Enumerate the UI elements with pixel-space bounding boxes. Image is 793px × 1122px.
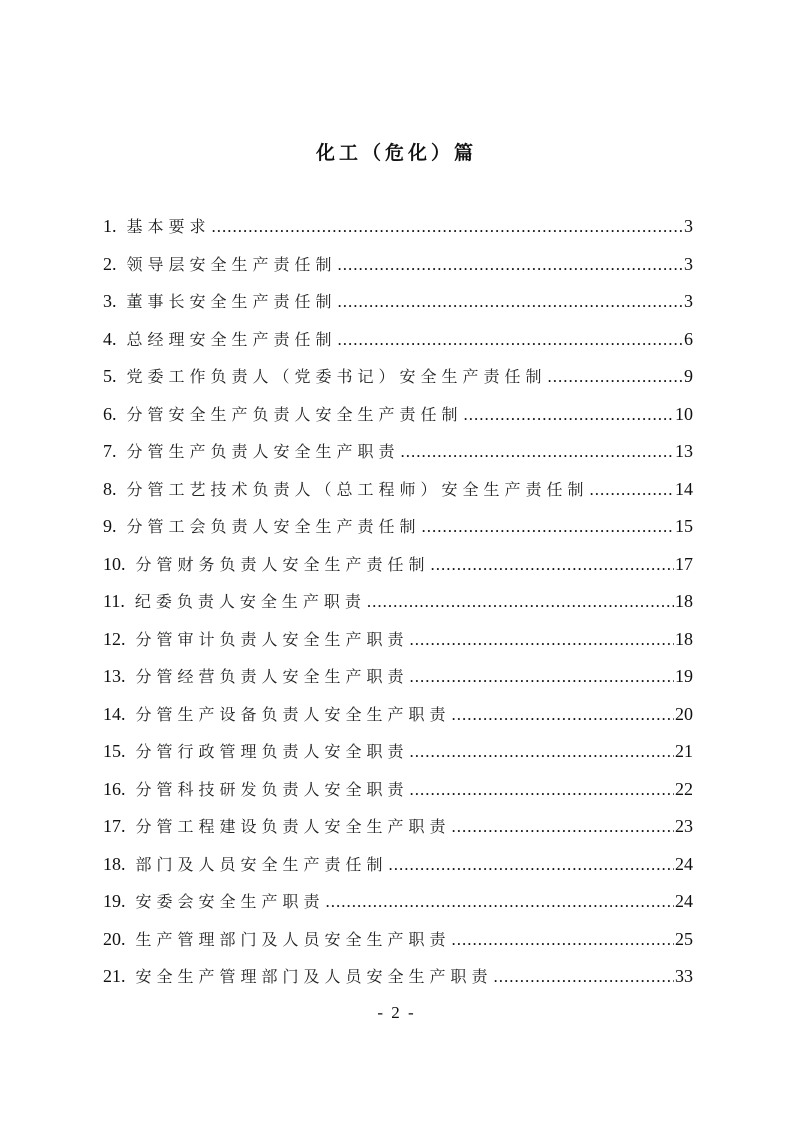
toc-leader-dots: [464, 396, 674, 434]
toc-number: 10.: [103, 553, 126, 574]
toc-label: 部门及人员安全生产责任制: [135, 854, 388, 874]
toc-entry[interactable]: [103, 433, 693, 471]
toc-leader-dots: [452, 808, 674, 846]
table-of-contents: [103, 208, 693, 996]
toc-entry[interactable]: [103, 621, 693, 659]
toc-number: 2.: [103, 253, 117, 274]
toc-entry[interactable]: [103, 546, 693, 584]
toc-page: 25: [675, 928, 693, 949]
toc-page: 22: [675, 778, 693, 799]
toc-number: 6.: [103, 403, 117, 424]
toc-leader-dots: [338, 283, 683, 321]
toc-leader-dots: [431, 546, 674, 584]
toc-label: 分管财务负责人安全生产责任制: [135, 554, 430, 574]
toc-label: 领导层安全生产责任制: [126, 254, 337, 274]
toc-leader-dots: [494, 958, 674, 996]
toc-number: 3.: [103, 291, 117, 311]
toc-leader-dots: [452, 921, 674, 959]
toc-entry[interactable]: [103, 358, 693, 396]
toc-number: 1.: [103, 216, 117, 236]
toc-entry[interactable]: [103, 658, 693, 696]
toc-number: 8.: [103, 478, 117, 499]
toc-entry[interactable]: [103, 771, 693, 809]
toc-number: 7.: [103, 441, 117, 461]
toc-page: 21: [675, 741, 693, 761]
toc-label: 分管科技研发负责人安全职责: [135, 779, 409, 799]
toc-entry[interactable]: [103, 508, 693, 546]
toc-label: 分管工会负责人安全生产责任制: [126, 517, 421, 536]
toc-page: 18: [675, 628, 693, 649]
toc-entry[interactable]: [103, 883, 693, 921]
toc-label: 分管经营负责人安全生产职责: [135, 667, 409, 686]
toc-number: 5.: [103, 366, 117, 386]
toc-number: 18.: [103, 853, 126, 874]
toc-entry[interactable]: [103, 283, 693, 321]
toc-number: 16.: [103, 778, 126, 799]
toc-number: 11.: [103, 591, 125, 611]
toc-number: 14.: [103, 703, 126, 724]
toc-label: 分管安全生产负责人安全生产责任制: [126, 404, 463, 424]
toc-label: 基本要求: [126, 217, 211, 236]
toc-leader-dots: [410, 771, 674, 809]
toc-leader-dots: [410, 658, 674, 696]
toc-label: 董事长安全生产责任制: [126, 292, 337, 311]
toc-number: 12.: [103, 628, 126, 649]
toc-page: 33: [675, 966, 693, 986]
toc-entry[interactable]: [103, 246, 693, 284]
toc-page: 3: [684, 291, 693, 311]
toc-label: 分管审计负责人安全生产职责: [135, 629, 409, 649]
toc-entry[interactable]: [103, 958, 693, 996]
toc-leader-dots: [590, 471, 674, 509]
toc-label: 总经理安全生产责任制: [126, 329, 337, 349]
toc-leader-dots: [410, 621, 674, 659]
toc-entry[interactable]: [103, 208, 693, 246]
toc-entry[interactable]: [103, 733, 693, 771]
toc-label: 分管生产设备负责人安全生产职责: [135, 704, 451, 724]
toc-page: 24: [675, 891, 693, 911]
toc-label: 安全生产管理部门及人员安全生产职责: [135, 967, 493, 986]
toc-number: 4.: [103, 328, 117, 349]
toc-page: 24: [675, 853, 693, 874]
toc-entry[interactable]: [103, 583, 693, 621]
toc-page: 18: [675, 591, 693, 611]
toc-label: 安委会安全生产职责: [135, 892, 325, 911]
toc-leader-dots: [389, 846, 674, 884]
toc-number: 21.: [103, 966, 126, 986]
document-title: 化工（危化）篇: [315, 142, 477, 164]
toc-leader-dots: [338, 321, 683, 359]
toc-page: 15: [675, 516, 693, 536]
toc-page: 3: [684, 216, 693, 236]
toc-label: 纪委负责人安全生产职责: [134, 592, 366, 611]
toc-leader-dots: [410, 733, 674, 771]
toc-entry[interactable]: [103, 471, 693, 509]
toc-page: 20: [675, 703, 693, 724]
toc-number: 13.: [103, 666, 126, 686]
toc-label: 分管生产负责人安全生产职责: [126, 442, 400, 461]
toc-page: 9: [684, 366, 693, 386]
toc-label: 党委工作负责人（党委书记）安全生产责任制: [126, 367, 547, 386]
toc-leader-dots: [548, 358, 683, 396]
toc-number: 15.: [103, 741, 126, 761]
toc-leader-dots: [367, 583, 674, 621]
toc-number: 9.: [103, 516, 117, 536]
toc-leader-dots: [452, 696, 674, 734]
toc-page: 17: [675, 553, 693, 574]
toc-leader-dots: [338, 246, 683, 284]
toc-leader-dots: [212, 208, 683, 246]
toc-number: 20.: [103, 928, 126, 949]
toc-page: 6: [684, 328, 693, 349]
toc-entry[interactable]: [103, 846, 693, 884]
toc-entry[interactable]: [103, 321, 693, 359]
toc-entry[interactable]: [103, 808, 693, 846]
toc-page: 10: [675, 403, 693, 424]
toc-leader-dots: [422, 508, 674, 546]
toc-entry[interactable]: [103, 696, 693, 734]
toc-leader-dots: [326, 883, 674, 921]
toc-entry[interactable]: [103, 396, 693, 434]
toc-label: 生产管理部门及人员安全生产职责: [135, 929, 451, 949]
toc-page: 19: [675, 666, 693, 686]
toc-page: 14: [675, 478, 693, 499]
toc-number: 17.: [103, 816, 126, 836]
toc-label: 分管行政管理负责人安全职责: [135, 742, 409, 761]
toc-page: 13: [675, 441, 693, 461]
toc-label: 分管工艺技术负责人（总工程师）安全生产责任制: [126, 479, 589, 499]
toc-page: 3: [684, 253, 693, 274]
toc-number: 19.: [103, 891, 126, 911]
toc-page: 23: [675, 816, 693, 836]
toc-entry[interactable]: [103, 921, 693, 959]
toc-label: 分管工程建设负责人安全生产职责: [135, 817, 451, 836]
page-number: - 2 -: [377, 1003, 416, 1022]
toc-leader-dots: [401, 433, 674, 471]
